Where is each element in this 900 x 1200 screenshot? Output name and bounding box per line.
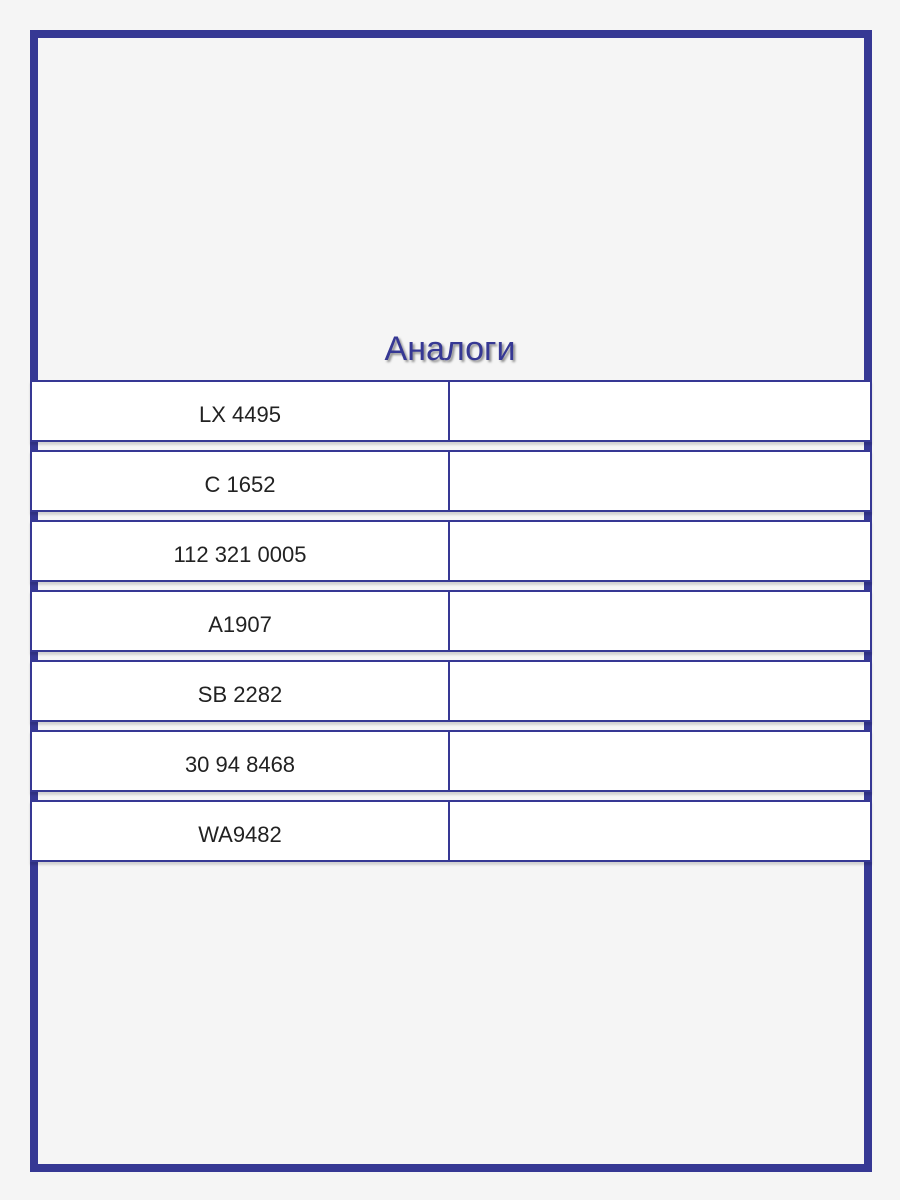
- analog-value-cell: [450, 452, 870, 510]
- table-row: [30, 520, 872, 582]
- analog-code-cell: LX 4495: [32, 382, 450, 440]
- analog-value-cell: [450, 592, 870, 650]
- analog-code-cell: A1907: [32, 592, 450, 650]
- analog-value-cell: [450, 522, 870, 580]
- analogs-table: [30, 380, 872, 862]
- page-title: Аналоги: [384, 330, 516, 368]
- analog-code-cell: WA9482: [32, 802, 450, 860]
- analog-code-cell: C 1652: [32, 452, 450, 510]
- analog-code-cell: SB 2282: [32, 662, 450, 720]
- analog-value-cell: [450, 802, 870, 860]
- table-row: [30, 800, 872, 862]
- table-row: [30, 660, 872, 722]
- analog-value-cell: [450, 732, 870, 790]
- analog-value-cell: [450, 662, 870, 720]
- analog-value-cell: [450, 382, 870, 440]
- table-row: [30, 730, 872, 792]
- analog-code-cell: 30 94 8468: [32, 732, 450, 790]
- table-row: [30, 590, 872, 652]
- table-row: [30, 380, 872, 442]
- table-row: [30, 450, 872, 512]
- analog-code-cell: 112 321 0005: [32, 522, 450, 580]
